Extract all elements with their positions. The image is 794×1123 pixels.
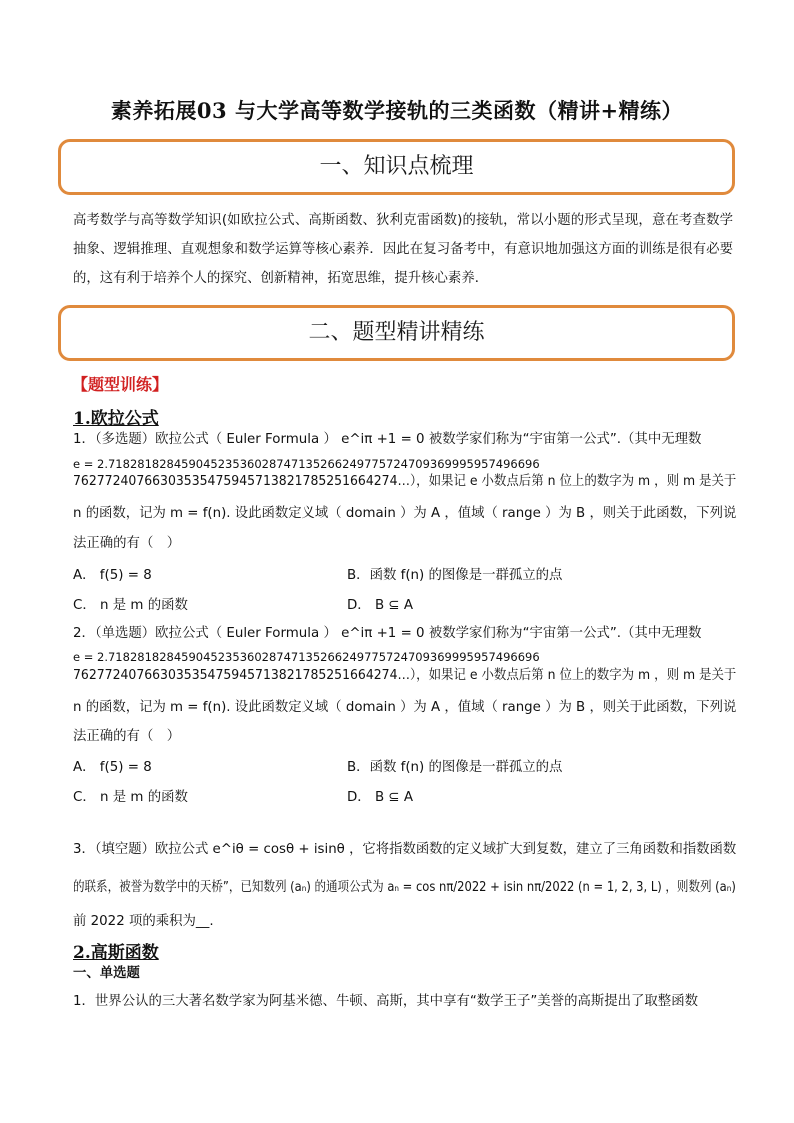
q1-option-b: B．函数 f(n) 的图像是一群孤立的点 [347, 568, 563, 583]
section-heading-practice: 二、题型精讲精练 [58, 305, 735, 361]
q3-line1: 3．（填空题）欧拉公式 e^iθ = cosθ + isinθ ，它将指数函数的定义域扩大到复数，建立了三角函数和指数函数 [73, 842, 737, 857]
q2-line4: n 的函数，记为 m = f(n). 设此函数定义域（ domain ）为 A ，值域（ range ）为 B ，则关于此函数，下列说 [73, 700, 737, 715]
q2-option-b: B．函数 f(n) 的图像是一群孤立的点 [347, 760, 563, 775]
q1-line2: e = 2.71828182845904523536028747135266249775724709369995957496696 [73, 457, 540, 471]
section-heading-knowledge: 一、知识点梳理 [58, 139, 735, 195]
q2-line1: 2．（单选题）欧拉公式（ Euler Formula ） e^iπ +1 = 0 被数学家们称为“宇宙第一公式”.（其中无理数 [73, 626, 702, 641]
subsection-single-choice: 一、单选题 [73, 966, 140, 981]
q1-line3: 76277240766303535475945713821785251664274…），如果记 e 小数点后第 n 位上的数字为 m ，则 m 是关于 [73, 474, 737, 489]
q3-line2: 的联系，被誉为数学中的天桥”，已知数列 (aₙ) 的通项公式为 aₙ = cos nπ/2022 + isin nπ/2022 (n = 1, 2, 3, L) ，则数列 (aₙ) [73, 880, 736, 895]
q1-option-d: D． B ⊆ A [347, 598, 414, 613]
q2-option-a: A． f(5) = 8 [73, 760, 152, 775]
q2-line5: 法正确的有（ ） [73, 729, 181, 744]
practice-tag: 【题型训练】 [72, 375, 169, 394]
q1-option-c: C． n 是 m 的函数 [73, 598, 188, 613]
q4-line1: 1．世界公认的三大著名数学家为阿基米德、牛顿、高斯，其中享有“数学王子”美誉的高斯提出了取整函数 [73, 994, 698, 1009]
q2-line3: 76277240766303535475945713821785251664274…），如果记 e 小数点后第 n 位上的数字为 m ，则 m 是关于 [73, 668, 737, 683]
q2-option-c: C． n 是 m 的函数 [73, 790, 188, 805]
q2-option-d: D． B ⊆ A [347, 790, 414, 805]
part-title-gauss: 2.高斯函数 [73, 943, 159, 963]
q1-line1: 1．（多选题）欧拉公式（ Euler Formula ） e^iπ +1 = 0 被数学家们称为“宇宙第一公式”.（其中无理数 [73, 432, 702, 447]
q1-line4: n 的函数，记为 m = f(n). 设此函数定义域（ domain ）为 A ，值域（ range ）为 B ，则关于此函数，下列说 [73, 506, 737, 521]
part-title-euler: 1.欧拉公式 [73, 409, 159, 429]
document-title: 素养拓展03 与大学高等数学接轨的三类函数（精讲+精练） [110, 98, 684, 123]
q2-line2: e = 2.71828182845904523536028747135266249775724709369995957496696 [73, 650, 540, 664]
q1-option-a: A． f(5) = 8 [73, 568, 152, 583]
q3-line3: 前 2022 项的乘积为__. [73, 914, 214, 929]
q1-line5: 法正确的有（ ） [73, 536, 181, 551]
intro-paragraph: 高考数学与高等数学知识(如欧拉公式、高斯函数、狄利克雷函数)的接轨，常以小题的形式呈现，意在考查数学抽象、逻辑推理、直观想象和数学运算等核心素养．因此在复习备考中，有意识地加强这方面的训练是很有必要的，这有利于培养个人的探究、创新精神，拓宽思维，提升核心素养． [73, 213, 733, 286]
